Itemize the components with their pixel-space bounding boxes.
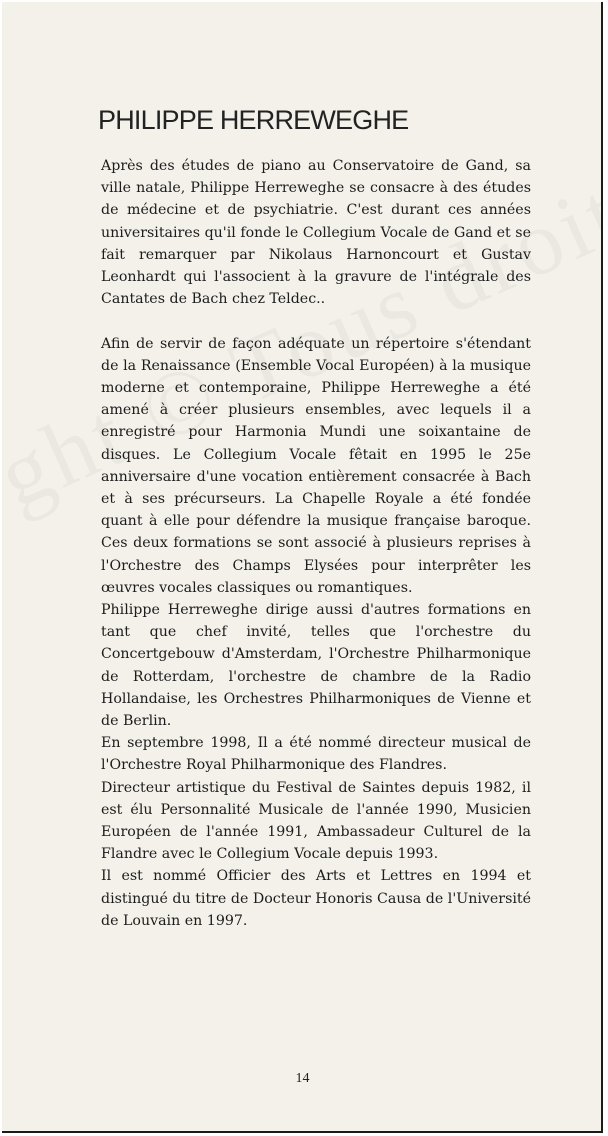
paragraph-honours: Il est nommé Officier des Arts et Lettres en 1994 et distingué du titre de Docteur Honoris Causa de l'Université de Louvain en 1997. bbox=[101, 868, 531, 929]
paragraph-guest-conductor: Philippe Herreweghe dirige aussi d'autres formations en tant que chef invité, telles que l'orchestre du Concertgebouw d'Amsterdam, l'Orchestre Philharmonique de Rotterdam, l'orchestre de chambre de la Radio Hollandaise, les Orchestres Philharmoniques de Vienne et de Berlin. bbox=[101, 602, 531, 730]
page-title: PHILIPPE HERREWEGHE bbox=[98, 105, 409, 135]
document-page bbox=[2, 2, 603, 1133]
paragraph-artistic-director: Directeur artistique du Festival de Saintes depuis 1982, il est élu Personnalité Musicale de l'année 1990, Musicien Européen de l'année 1991, Ambassadeur Culturel de la Flandre avec le Collegium Vocale depuis 1993. bbox=[101, 779, 531, 863]
paragraph-music-director: En septembre 1998, Il a été nommé directeur musical de l'Orchestre Royal Philharmonique des Flandres. bbox=[101, 735, 531, 774]
biography-text bbox=[101, 155, 531, 932]
paragraph-studies: Après des études de piano au Conservatoire de Gand, sa ville natale, Philippe Herreweghe se consacre à des études de médecine et de psychiatrie. C'est durant ces années universitaires qu'il fonde le Collegium Vocale de Gand et se fait remarquer par Nikolaus Harnoncourt et Gustav Leonhardt qui l'associent à la gravure de l'intégrale des Cantates de Bach chez Teldec.. bbox=[101, 158, 531, 308]
paragraph-ensembles: Afin de servir de façon adéquate un répertoire s'étendant de la Renaissance (Ensemble Vocal Européen) à la musique moderne et contemporaine, Philippe Herreweghe a été amené à créer plusieurs ensembles, avec lequels il a enregistré pour Harmonia Mundi une soixantaine de disques. Le Collegium Vocale fêtait en 1995 le 25e anniversaire d'une vocation entièrement consacrée à Bach et à ses précurseurs. La Chapelle Royale a été fondée quant à elle pour défendre la musique française baroque. Ces deux formations se sont associé à plusieurs reprises à l'Orchestre des Champs Elysées pour interprêter les œuvres vocales classiques ou romantiques. bbox=[101, 335, 531, 596]
page-number: 14 bbox=[295, 1071, 310, 1086]
